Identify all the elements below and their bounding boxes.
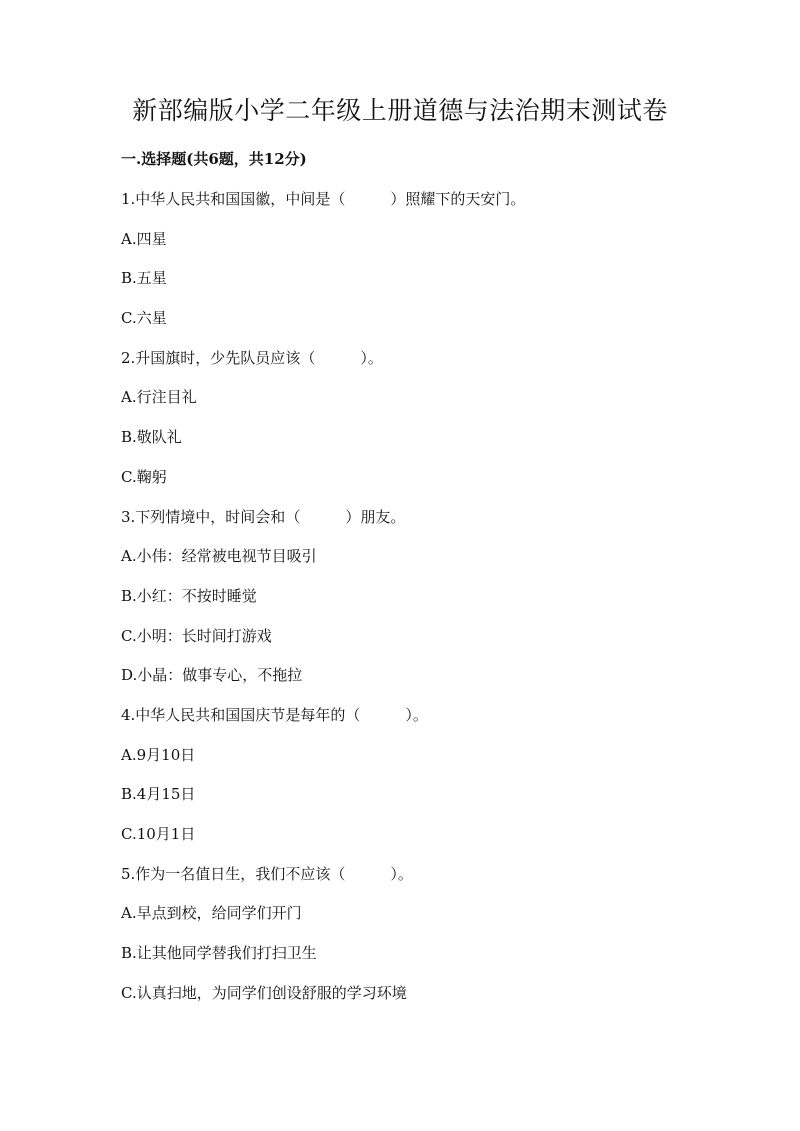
question-3-option-a: A.小伟：经常被电视节目吸引 [121, 547, 317, 566]
question-3-option-b: B.小红：不按时睡觉 [121, 586, 257, 605]
question-2-option-b: B.敬队礼 [121, 428, 182, 447]
document-title: 新部编版小学二年级上册道德与法治期末测试卷 [132, 96, 668, 125]
question-3-stem: 3.下列情境中，时间会和（ ）朋友。 [121, 507, 406, 526]
question-1-option-a: A.四星 [121, 229, 167, 248]
question-4-option-b: B.4月15日 [121, 785, 196, 804]
question-2-option-a: A.行注目礼 [121, 388, 197, 407]
question-4-option-c: C.10月1日 [121, 825, 196, 843]
section-heading: 一.选择题(共6题，共12分) [121, 150, 307, 168]
question-5-option-b: B.让其他同学替我们打扫卫生 [121, 944, 317, 963]
question-2-option-c: C.鞠躬 [121, 467, 167, 486]
question-1-option-b: B.五星 [121, 269, 167, 288]
question-1-option-c: C.六星 [121, 309, 167, 328]
question-list [121, 188, 741, 1021]
question-5-option-a: A.早点到校，给同学们开门 [121, 904, 302, 923]
question-5-stem: 5.作为一名值日生，我们不应该（ ）。 [121, 864, 413, 883]
question-4-option-a: A.9月10日 [121, 745, 196, 764]
question-4-stem: 4.中华人民共和国国庆节是每年的（ ）。 [121, 705, 428, 724]
question-5-option-c: C.认真扫地，为同学们创设舒服的学习环境 [121, 983, 407, 1002]
question-3-option-c: C.小明：长时间打游戏 [121, 626, 272, 645]
question-1-stem: 1.中华人民共和国国徽，中间是（ ）照耀下的天安门。 [121, 190, 526, 208]
question-3-option-d: D.小晶：做事专心，不拖拉 [121, 666, 303, 685]
question-2-stem: 2.升国旗时，少先队员应该（ ）。 [121, 348, 383, 367]
